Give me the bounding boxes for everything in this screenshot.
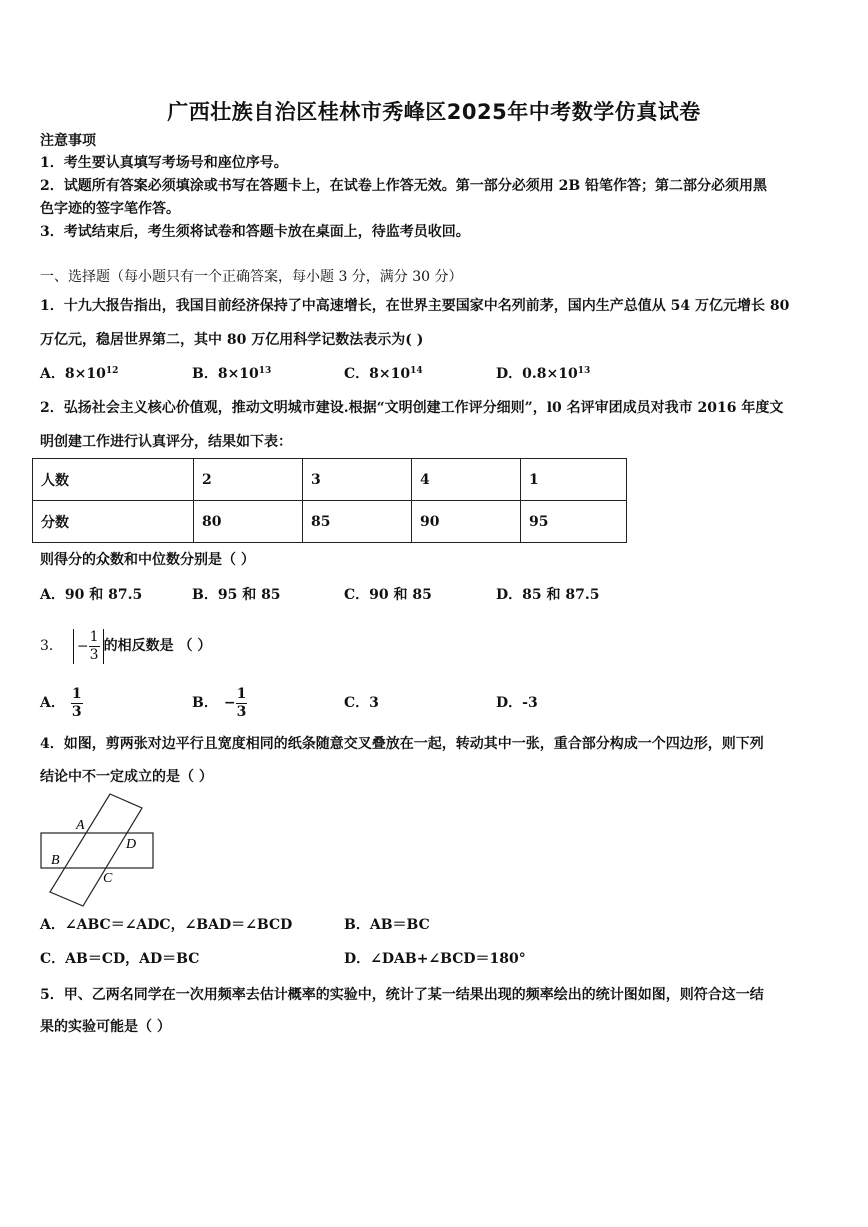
q3-stem <box>40 624 211 668</box>
fraction: $\frac{1}{3}$ <box>71 685 82 720</box>
table-cell: 3 <box>303 459 412 501</box>
q2-text-line1: 2．弘扬社会主义核心价值观，推动文明城市建设.根据“文明创建工作评分细则”，l0 名评审团成员对我市 2016 年度文 <box>40 400 784 416</box>
minus-sign: − <box>76 638 89 654</box>
table-cell: 80 <box>194 501 303 543</box>
denominator: 3 <box>89 646 99 663</box>
notice-heading: 注意事项 <box>40 133 96 149</box>
q3-option-a: A． $\frac{1}{3}$ <box>40 685 82 720</box>
q1-text-line1: 1．十九大报告指出，我国目前经济保持了中高速增长，在世界主要国家中名列前茅，国内生产总值从 54 万亿元增长 80 <box>40 298 790 314</box>
q2-option-b: B．95 和 85 <box>192 587 281 603</box>
table-row <box>33 459 627 501</box>
q5-text-line1: 5．甲、乙两名同学在一次用频率去估计概率的实验中，统计了某一结果出现的频率绘出的统计图如图，则符合这一结 <box>40 987 764 1003</box>
q4-option-d: D．∠DAB+∠BCD＝180° <box>344 951 526 967</box>
q1-text-line2: 万亿元，稳居世界第二，其中 80 万亿用科学记数法表示为( ) <box>40 332 424 348</box>
q3-option-b: B． − $\frac{1}{3}$ <box>192 685 247 720</box>
table-cell: 分数 <box>33 501 194 543</box>
page-title: 广西壮族自治区桂林市秀峰区2025年中考数学仿真试卷 <box>167 100 701 124</box>
table-cell: 95 <box>521 501 627 543</box>
q3-number: 3． <box>40 638 63 654</box>
q4-option-a: A．∠ABC＝∠ADC，∠BAD＝∠BCD <box>40 917 293 933</box>
table-cell: 85 <box>303 501 412 543</box>
fraction <box>89 629 100 664</box>
section-heading: 一、选择题（每小题只有一个正确答案，每小题 3 分，满分 30 分） <box>40 269 463 285</box>
q2-option-d: D．85 和 87.5 <box>496 587 600 603</box>
q1-option-d: D．$0.8\times 10^{13}$ <box>496 366 591 382</box>
q4-text-line1: 4．如图，剪两张对边平行且宽度相同的纸条随意交叉叠放在一起，转动其中一张，重合部分构成一个四边形，则下列 <box>40 736 764 752</box>
label-c: C <box>103 871 113 886</box>
q4-text-line2: 结论中不一定成立的是（ ） <box>40 769 213 785</box>
q1-option-b: B．$8\times 10^{13}$ <box>192 366 272 382</box>
q4-option-c: C．AB＝CD，AD＝BC <box>40 951 200 967</box>
q2-question: 则得分的众数和中位数分别是（ ） <box>40 552 255 568</box>
table-cell: 90 <box>412 501 521 543</box>
label-b: B <box>51 853 60 868</box>
notice-item: 2．试题所有答案必须填涂或书写在答题卡上，在试卷上作答无效。第一部分必须用 2B 铅笔作答；第二部分必须用黑 <box>40 178 768 194</box>
label-d: D <box>126 837 137 852</box>
table-cell: 1 <box>521 459 627 501</box>
notice-item: 3．考试结束后，考生须将试卷和答题卡放在桌面上，待监考员收回。 <box>40 224 470 240</box>
table-row <box>33 501 627 543</box>
label-a: A <box>76 818 85 833</box>
fraction: $\frac{1}{3}$ <box>236 685 247 720</box>
score-table <box>32 458 627 543</box>
q1-option-a: A．$8\times 10^{12}$ <box>40 366 119 382</box>
numerator: 1 <box>89 628 99 645</box>
q3-option-c: C．3 <box>344 695 379 711</box>
table-cell: 2 <box>194 459 303 501</box>
q2-option-c: C．90 和 85 <box>344 587 432 603</box>
paper-strips-figure <box>38 792 163 908</box>
q2-option-a: A．90 和 87.5 <box>40 587 143 603</box>
q3-text: 的相反数是 （ ） <box>103 638 212 654</box>
notice-item: 1．考生要认真填写考场号和座位序号。 <box>40 155 288 171</box>
notice-item: 色字迹的签字笔作答。 <box>40 201 180 217</box>
q3-option-d: D．-3 <box>496 695 538 711</box>
q2-text-line2: 明创建工作进行认真评分，结果如下表： <box>40 434 292 450</box>
absolute-value <box>73 629 104 664</box>
table-cell: 4 <box>412 459 521 501</box>
q4-option-b: B．AB＝BC <box>344 917 430 933</box>
q5-text-line2: 果的实验可能是（ ） <box>40 1019 171 1035</box>
q1-option-c: C．$8\times 10^{14}$ <box>344 366 423 382</box>
table-cell: 人数 <box>33 459 194 501</box>
